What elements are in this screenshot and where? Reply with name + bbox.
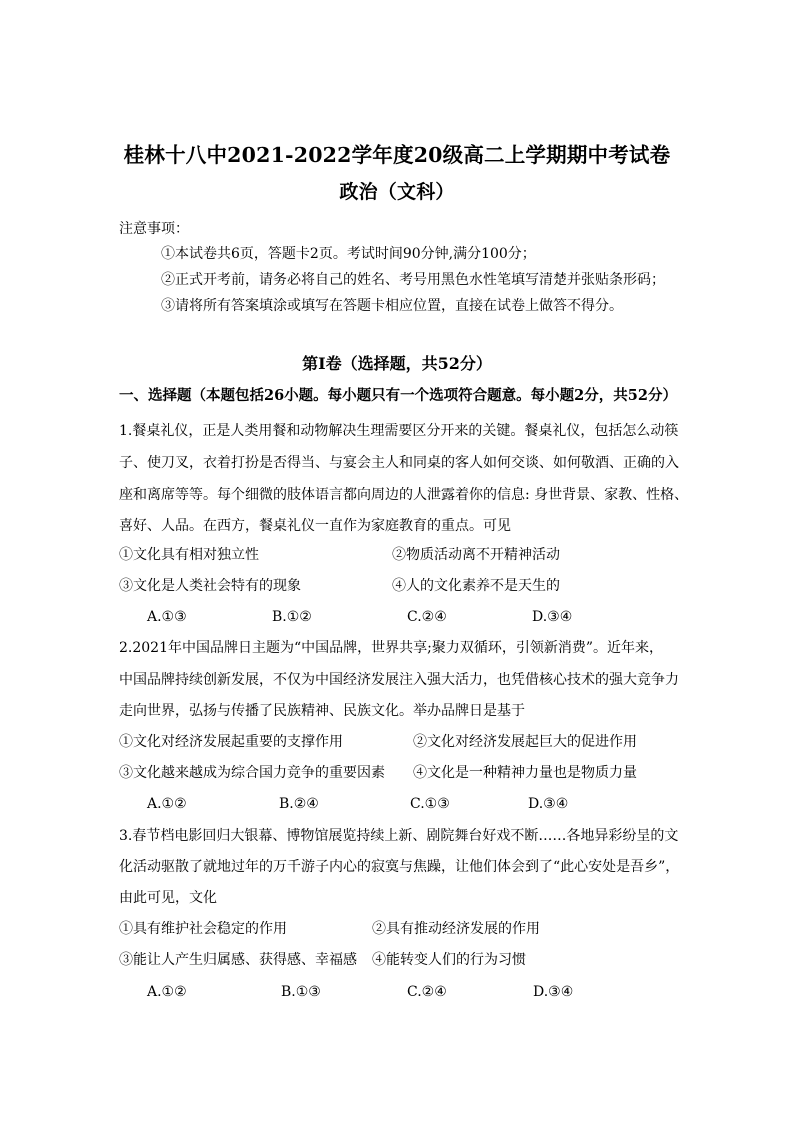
section-title: 第Ⅰ卷（选择题，共52分） (302, 354, 492, 373)
part-heading: 一、选择题（本题包括26小题。每小题只有一个选项符合题意。每小题2分，共52分） (119, 387, 677, 404)
exam-title: 桂林十八中2021-2022学年度20级高二上学期期中考试卷 (123, 143, 671, 167)
exam-subtitle: 政治（文科） (339, 181, 455, 203)
question-1-choice-a: A.①③ (147, 609, 187, 625)
question-2-choice-c: C.①③ (410, 796, 450, 812)
question-2-choice-d: D.③④ (528, 796, 569, 812)
question-3-stem-line: 由此可见，文化 (119, 890, 217, 906)
notice-item: ①本试卷共6页，答题卡2页。考试时间90分钟,满分100分； (161, 246, 536, 262)
question-3-option: ①具有维护社会稳定的作用 (119, 921, 287, 937)
question-3-choice-c: C.②④ (407, 984, 447, 1000)
question-1-stem-line: 子、使刀叉，衣着打扮是否得当、与宴会主人和同桌的客人如何交谈、如何敬酒、正确的入 (119, 455, 679, 471)
question-2-choice-a: A.①② (147, 796, 187, 812)
question-1-stem-line: 1.餐桌礼仪，正是人类用餐和动物解决生理需要区分开来的关键。餐桌礼仪，包括怎么动筷 (119, 423, 679, 439)
question-2-option: ②文化对经济发展起巨大的促进作用 (413, 734, 637, 750)
question-1-option: ①文化具有相对独立性 (119, 547, 259, 563)
question-3-stem-line: 化活动驱散了就地过年的万千游子内心的寂寞与焦躁，让他们体会到了“此心安处是吾乡”， (119, 859, 680, 875)
question-1-stem-line: 座和离席等等。每个细微的肢体语言都向周边的人泄露着你的信息: 身世背景、家教、性格、 (119, 487, 689, 503)
question-2-option: ①文化对经济发展起重要的支撑作用 (119, 734, 343, 750)
question-1-choice-b: B.①② (272, 609, 312, 625)
question-1-option: ②物质活动离不开精神活动 (392, 547, 560, 563)
notice-heading: 注意事项： (119, 221, 189, 237)
question-1-option: ④人的文化素养不是天生的 (392, 578, 560, 594)
question-3-choice-a: A.①② (147, 984, 187, 1000)
question-3-stem-line: 3.春节档电影回归大银幕、博物馆展览持续上新、剧院舞台好戏不断……各地异彩纷呈的文 (119, 828, 679, 844)
question-3-option: ②具有推动经济发展的作用 (372, 921, 540, 937)
question-1-option: ③文化是人类社会特有的现象 (119, 578, 301, 594)
question-3-option: ③能让人产生归属感、获得感、幸福感 (119, 952, 357, 968)
question-3-choice-b: B.①③ (281, 984, 321, 1000)
question-3-choice-d: D.③④ (533, 984, 574, 1000)
question-2-option: ④文化是一种精神力量也是物质力量 (413, 765, 637, 781)
question-1-stem-line: 喜好、人品。在西方，餐桌礼仪一直作为家庭教育的重点。可见 (119, 518, 511, 534)
question-2-choice-b: B.②④ (279, 796, 319, 812)
question-2-stem-line: 中国品牌持续创新发展，不仅为中国经济发展注入强大活力，也凭借核心技术的强大竞争力 (119, 672, 679, 688)
notice-item: ②正式开考前，请务必将自己的姓名、考号用黑色水性笔填写清楚并张贴条形码； (161, 272, 665, 288)
question-3-option: ④能转变人们的行为习惯 (372, 952, 526, 968)
notice-item: ③请将所有答案填涂或填写在答题卡相应位置，直接在试卷上做答不得分。 (161, 298, 623, 314)
question-2-stem-line: 2.2021年中国品牌日主题为“中国品牌，世界共享;聚力双循环，引领新消费”。近年来， (119, 640, 664, 656)
question-2-option: ③文化越来越成为综合国力竞争的重要因素 (119, 765, 385, 781)
question-1-choice-c: C.②④ (407, 609, 447, 625)
question-1-choice-d: D.③④ (532, 609, 573, 625)
question-2-stem-line: 走向世界，弘扬与传播了民族精神、民族文化。举办品牌日是基于 (119, 703, 525, 719)
